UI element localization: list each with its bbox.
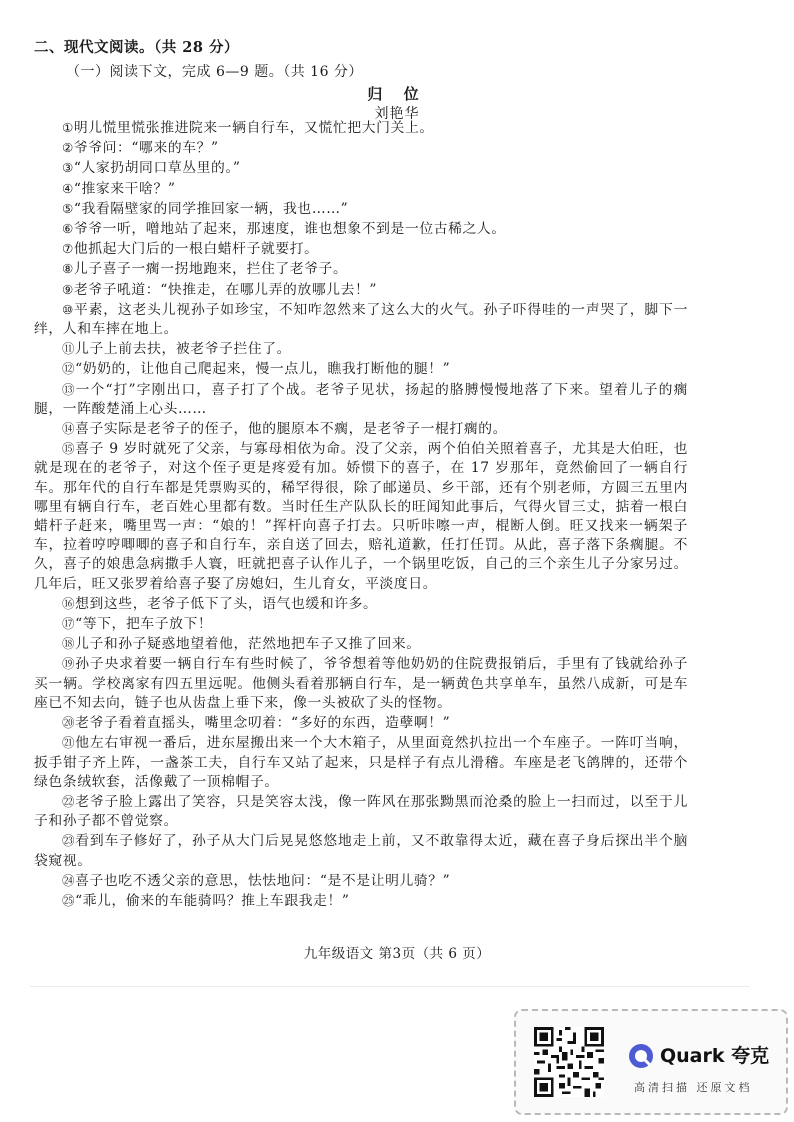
paragraph-number: ④ — [62, 180, 74, 196]
paragraph-text: 明儿慌里慌张推进院来一辆自行车，又慌忙把大门关上。 — [73, 120, 434, 136]
paragraph — [34, 614, 688, 634]
paragraph-number: ⑳ — [62, 715, 76, 731]
paragraph-text: “我看隔壁家的同学推回家一辆，我也……” — [73, 200, 349, 217]
paragraph-text: 孙子央求着要一辆自行车有些时候了，爷爷想着等他奶奶的住院费报销后，手里有了钱就给孙子买一辆。学校离家有四五里远呢。他侧头看着那辆自行车，是一辆黄色共享单车，虽然八成新，可是车座已不知去向，链子也从齿盘上垂下来，像一头被砍了头的怪物。 — [34, 656, 688, 711]
paragraph-text: “人家扔胡同口草丛里的。” — [73, 160, 241, 177]
paragraph-number: ㉒ — [62, 793, 76, 809]
paragraph — [34, 634, 688, 654]
paragraph — [34, 118, 688, 138]
paragraph — [34, 733, 688, 792]
paragraph-number: ㉑ — [62, 735, 76, 751]
quark-watermark — [514, 1009, 788, 1115]
paragraph-number: ⑱ — [62, 636, 76, 652]
paragraph-text: “奶奶的，让他自己爬起来，慢一点儿，瞧我打断他的腿！” — [75, 361, 451, 378]
paragraph-text: “推家来干啥？” — [73, 180, 176, 197]
paragraph-text: “乖儿，偷来的车能骑吗？推上车跟我走！” — [75, 892, 350, 909]
paragraph-number: ① — [62, 120, 74, 135]
section-subtitle: （一）阅读下文，完成 6—9 题。（共 16 分） — [66, 64, 363, 80]
paragraph-text: 他抓起大门后的一根白蜡杆子就要打。 — [73, 241, 319, 258]
paragraph-number: ⑧ — [62, 261, 74, 277]
divider — [30, 986, 750, 987]
paragraph-number: ㉓ — [62, 833, 76, 849]
section-title: 二、现代文阅读。（共 28 分） — [34, 39, 240, 56]
quark-brand: Quark 夸克 — [660, 1045, 770, 1067]
page-footer: 九年级语文 第3页（共 6 页） — [303, 946, 491, 962]
paragraph-number: ⑬ — [62, 381, 76, 397]
paragraph-number: ⑭ — [62, 421, 76, 437]
paragraph-text: 老爷子吼道：“快推走，在哪儿弄的放哪儿去！” — [73, 281, 378, 298]
paragraph — [34, 439, 688, 594]
paragraph-number: ㉕ — [62, 892, 76, 908]
paragraph — [34, 179, 688, 199]
paragraph-text: 看到车子修好了，孙子从大门后晃晃悠悠地走上前，又不敢靠得太近，藏在喜子身后探出半个脑袋窥视。 — [34, 833, 688, 869]
paragraph-number: ⑥ — [62, 221, 74, 237]
paragraph — [34, 259, 688, 279]
paragraph-number: ② — [62, 140, 74, 156]
paragraph-text: 他左右审视一番后，进东屋搬出来一个大木箱子，从里面竟然扒拉出一个车座子。一阵叮当响，扳手钳子齐上阵，一盏茶工夫，自行车又站了起来，只是样子有点儿滑稽。车座是老飞鸽牌的，还带个绿色条绒软套，活像戴了一顶棉帽子。 — [34, 735, 688, 790]
story-title: 归 位 — [367, 85, 427, 103]
paragraph-text: 一个“打”字刚出口，喜子打了个战。老爷子见状，扬起的胳膊慢慢地落了下来。望着儿子的瘸腿，一阵酸楚涌上心头…… — [34, 381, 688, 417]
paragraph-text: 喜子实际是老爷子的侄子，他的腿原本不瘸，是老爷子一棍打瘸的。 — [75, 421, 508, 438]
paragraph — [34, 871, 688, 891]
paragraph — [34, 359, 688, 379]
paragraph-number: ⑨ — [62, 281, 74, 297]
quark-tagline: 高清扫描 还原文档 — [634, 1081, 753, 1094]
story-body — [34, 118, 688, 911]
paragraph-text: 想到这些，老爷子低下了头，语气也缓和许多。 — [75, 595, 378, 612]
paragraph-text: “等下，把车子放下！ — [75, 616, 213, 633]
paragraph — [34, 654, 688, 713]
paragraph-number: ⑦ — [62, 241, 74, 257]
quark-logo-icon — [628, 1043, 654, 1069]
paragraph — [34, 219, 688, 239]
paragraph — [34, 339, 688, 359]
paragraph-text: 喜子也吃不透父亲的意思，怯怯地问：“是不是让明儿骑？” — [75, 872, 451, 889]
paragraph — [34, 138, 688, 158]
paragraph-text: 喜子 9 岁时就死了父亲，与寡母相依为命。没了父亲，两个伯伯关照着喜子，尤其是大伯旺，也就是现在的老爷子，对这个侄子更是疼爱有加。娇惯下的喜子，在 17 岁那年，竟然偷回了一辆自行车。那年代的自行车都是凭票购买的，稀罕得很，除了邮递员、乡干部，还有个别老师，方圆三五里内哪里有辆自行车，老百姓心里都有数。当时任生产队队长的旺闻知此事后，气得火冒三丈，掂着一根白蜡杆子赶来，嘴里骂一声：“娘的！”挥杆向喜子打去。只听咔嚓一声，棍断人倒。旺又找来一辆架子车，拉着哼哼唧唧的喜子和自行车，亲自送了回去，赔礼道歉，任打任罚。从此，喜子落下条瘸腿。不久，喜子的娘患急病撒手人寰，旺就把喜子认作儿子，一个锅里吃饭，自己的三个亲生儿子分家另过。几年后，旺又张罗着给喜子娶了房媳妇，生儿育女，平淡度日。 — [34, 441, 688, 592]
paragraph-text: 爷爷一听，噌地站了起来，那速度，谁也想象不到是一位古稀之人。 — [73, 221, 506, 238]
paragraph-number: ⑫ — [62, 361, 76, 377]
paragraph — [34, 158, 688, 178]
paragraph — [34, 300, 688, 339]
paragraph — [34, 831, 688, 870]
paragraph — [34, 594, 688, 614]
story-author: 刘艳华 — [374, 106, 420, 122]
paragraph-number: ⑤ — [62, 200, 74, 216]
paragraph — [34, 280, 688, 300]
paragraph-number: ⑪ — [62, 341, 76, 357]
paragraph — [34, 239, 688, 259]
paragraph-text: 爷爷问：“哪来的车？” — [73, 140, 219, 157]
paragraph-number: ⑲ — [62, 656, 76, 672]
paragraph-number: ⑮ — [62, 441, 76, 457]
paragraph — [34, 380, 688, 419]
qr-code-icon — [534, 1027, 604, 1097]
paragraph — [34, 792, 688, 831]
paragraph-number: ⑩ — [62, 301, 75, 317]
paragraph — [34, 419, 688, 439]
paragraph-text: 老爷子脸上露出了笑容，只是笑容太浅，像一阵风在那张黝黑而沧桑的脸上一扫而过，以至于儿子和孙子都不曾觉察。 — [34, 793, 688, 830]
paragraph — [34, 199, 688, 219]
paragraph-number: ⑰ — [62, 616, 76, 632]
paragraph-number: ③ — [62, 160, 74, 176]
paragraph-number: ⑯ — [62, 595, 76, 611]
paragraph-text: 儿子和孙子疑惑地望着他，茫然地把车子又推了回来。 — [75, 636, 421, 653]
paragraph-text: 老爷子看着直摇头，嘴里念叨着：“多好的东西，造孽啊！” — [75, 715, 451, 732]
paragraph-text: 平素，这老头儿视孙子如珍宝，不知咋忽然来了这么大的火气。孙子吓得哇的一声哭了，脚下一绊，人和车摔在地上。 — [34, 301, 689, 338]
paragraph-text: 儿子上前去扶，被老爷子拦住了。 — [75, 341, 292, 358]
paragraph-text: 儿子喜子一瘸一拐地跑来，拦住了老爷子。 — [73, 261, 348, 278]
paragraph — [34, 891, 688, 911]
paragraph — [34, 713, 688, 733]
paragraph-number: ㉔ — [62, 872, 76, 888]
